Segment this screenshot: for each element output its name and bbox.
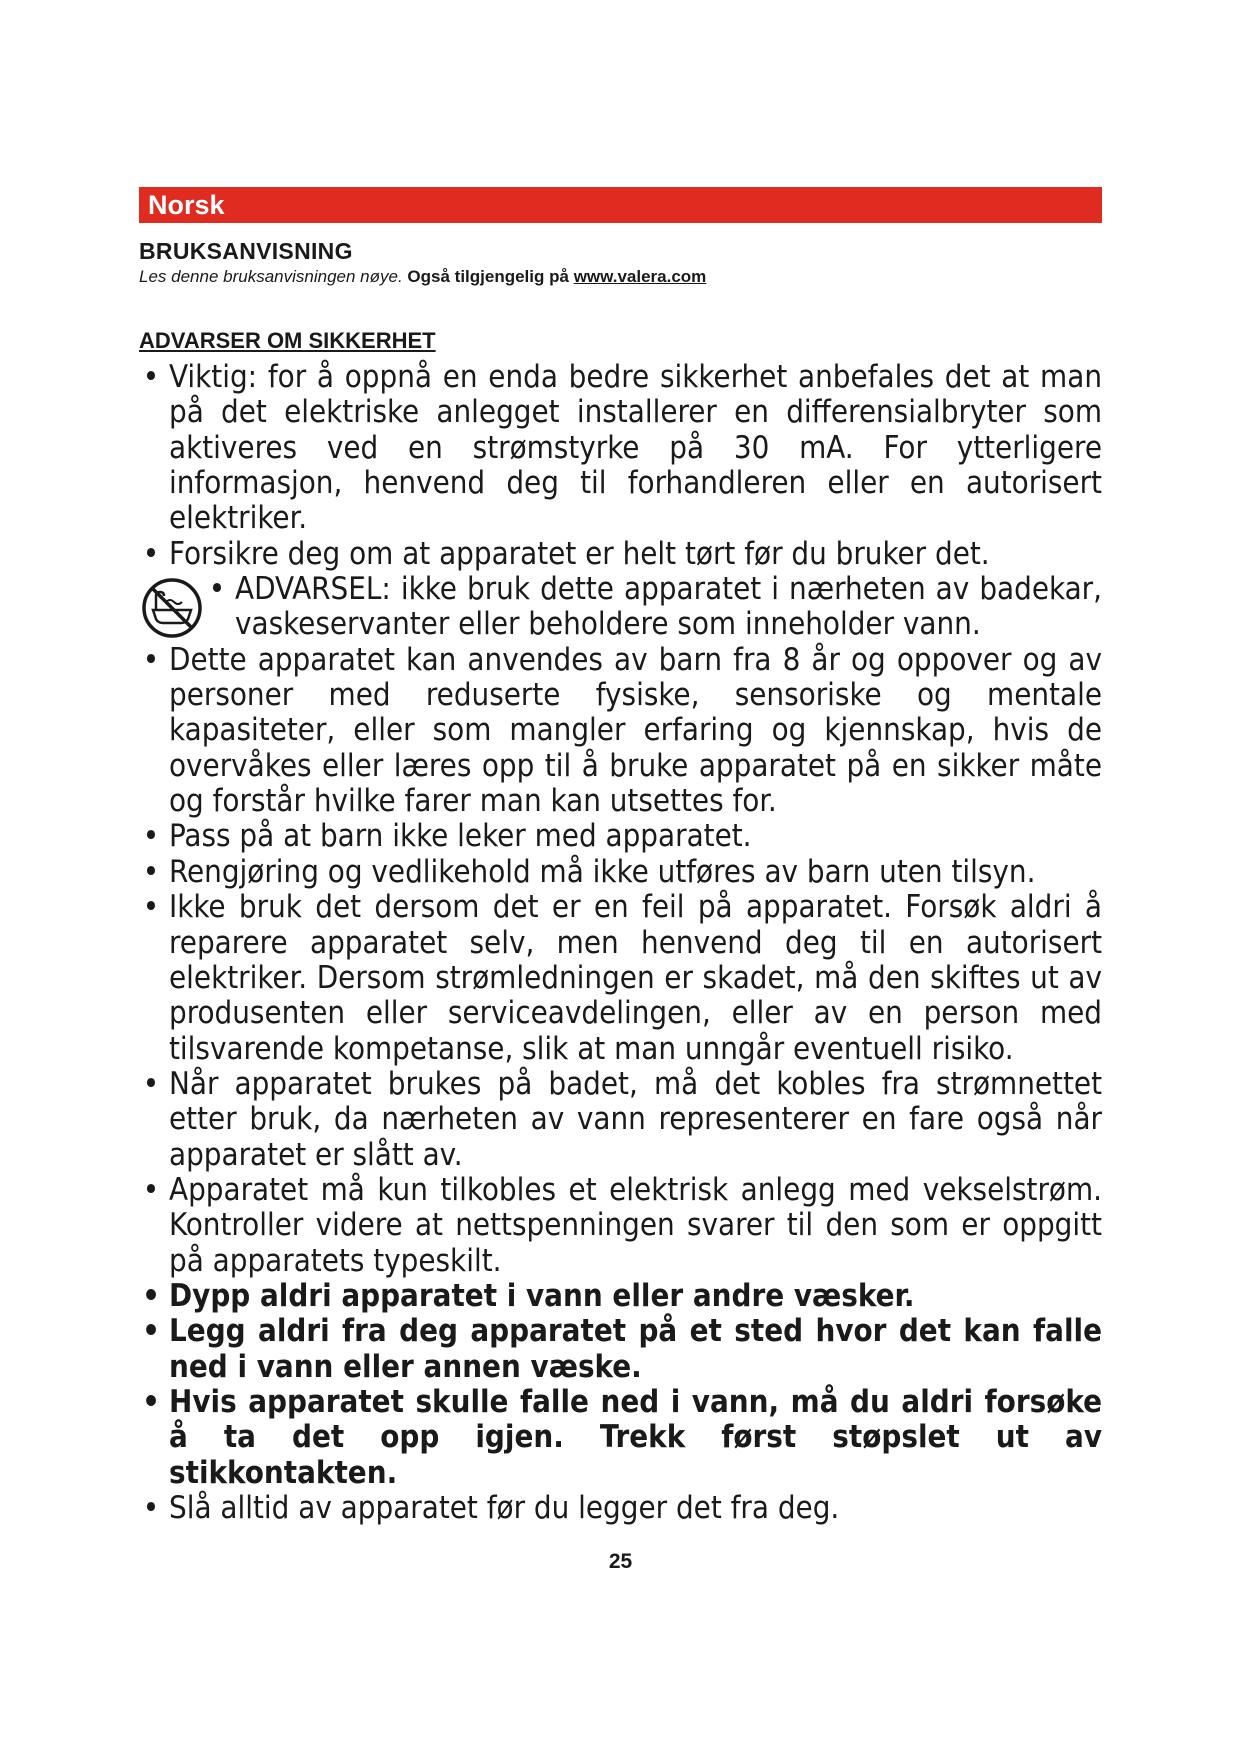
- no-bathtub-warning-icon: [140, 576, 204, 640]
- section-heading: ADVARSER OM SIKKERHET: [139, 328, 436, 353]
- list-item-text: Ikke bruk det dersom det er en feil på apparatet. Forsøk aldri å reparere apparatet selv, men henvend deg til en autorisert elektriker. Dersom strømledningen er skadet, må den skiftes ut av produsenten eller serviceavdelingen, eller av en person med tilsvarende kompetanse, slik at man unngår eventuell risiko.: [169, 889, 1102, 1067]
- list-item: [140, 1491, 1102, 1526]
- list-item: [140, 819, 1102, 854]
- bullet-icon: •: [142, 641, 160, 678]
- list-item: [140, 1067, 1102, 1173]
- bullet-icon: •: [142, 818, 160, 855]
- availability-note: Også tilgjengelig på: [407, 267, 569, 286]
- bullet-icon: •: [142, 1490, 160, 1526]
- bullet-icon: •: [142, 1171, 160, 1208]
- list-item: [140, 643, 1102, 820]
- manual-title: BRUKSANVISNING: [139, 238, 353, 264]
- subtitle-line: [139, 267, 706, 287]
- list-item-text: Dette apparatet kan anvendes av barn fra 8 år og oppover og av personer med reduserte fysiske, sensoriske og mentale kapasiteter, eller som mangler erfaring og kjennskap, hvis de overvåkes eller læres opp til å bruke apparatet på en sikker måte og forstår hvilke farer man kan utsettes for.: [169, 641, 1102, 820]
- list-item: [140, 1173, 1102, 1279]
- language-label: Norsk: [148, 190, 225, 220]
- bullet-icon: •: [142, 1065, 160, 1102]
- bullet-icon: •: [142, 1313, 160, 1350]
- list-item-bold: [140, 1314, 1102, 1385]
- list-item-text: Når apparatet brukes på badet, må det kobles fra strømnettet etter bruk, da nærheten av vann representerer en fare også når apparatet er slått av.: [169, 1065, 1102, 1173]
- list-item-text: ADVARSEL: ikke bruk dette apparatet i nærheten av badekar, vaskeservanter eller beholdere som inneholder vann.: [235, 571, 1102, 643]
- bullet-icon: •: [142, 1383, 160, 1420]
- list-item-text: Slå alltid av apparatet før du legger det fra deg.: [169, 1490, 840, 1526]
- list-item-bold: [140, 1279, 1102, 1314]
- list-item-text: Viktig: for å oppnå en enda bedre sikkerhet anbefales det at man på det elektriske anlegget installerer en differensialbryter som aktiveres ved en strømstyrke på 30 mA. For ytterligere informasjon, henvend deg til forhandleren eller en autorisert elektriker.: [169, 359, 1102, 537]
- page-number: 25: [608, 1550, 633, 1573]
- bullet-icon: •: [142, 535, 160, 572]
- language-header-bar: [139, 187, 1102, 223]
- list-item-text: Pass på at barn ikke leker med apparatet.: [169, 818, 752, 855]
- list-item-text: Forsikre deg om at apparatet er helt tørt før du bruker det.: [169, 535, 990, 572]
- bullet-icon: •: [142, 889, 160, 926]
- list-item: [140, 855, 1102, 890]
- bullet-icon: •: [142, 853, 160, 890]
- list-item-text: Legg aldri fra deg apparatet på et sted hvor det kan falle ned i vann eller annen væske.: [169, 1313, 1102, 1385]
- list-item-bold: [140, 1385, 1102, 1491]
- list-item-text: Apparatet må kun tilkobles et elektrisk anlegg med vekselstrøm. Kontroller videre at nettspenningen svarer til den som er oppgitt på apparatets typeskilt.: [169, 1171, 1102, 1279]
- list-item-warning: [140, 572, 1102, 643]
- list-item-text: Dypp aldri apparatet i vann eller andre væsker.: [169, 1277, 915, 1314]
- list-item: [140, 360, 1102, 537]
- website-link[interactable]: www.valera.com: [573, 267, 707, 286]
- list-item-text: Hvis apparatet skulle falle ned i vann, må du aldri forsøke å ta det opp igjen. Trekk først støpslet ut av stikkontakten.: [169, 1383, 1102, 1491]
- list-item-text: Rengjøring og vedlikehold må ikke utføres av barn uten tilsyn.: [169, 853, 1036, 890]
- list-item: [140, 537, 1102, 572]
- bullet-icon: •: [142, 359, 160, 395]
- read-instructions-note: Les denne bruksanvisningen nøye.: [139, 267, 403, 286]
- safety-warnings-list: [140, 360, 1102, 1526]
- bullet-icon: •: [142, 1277, 160, 1314]
- list-item: [140, 890, 1102, 1067]
- bullet-icon: •: [208, 571, 226, 608]
